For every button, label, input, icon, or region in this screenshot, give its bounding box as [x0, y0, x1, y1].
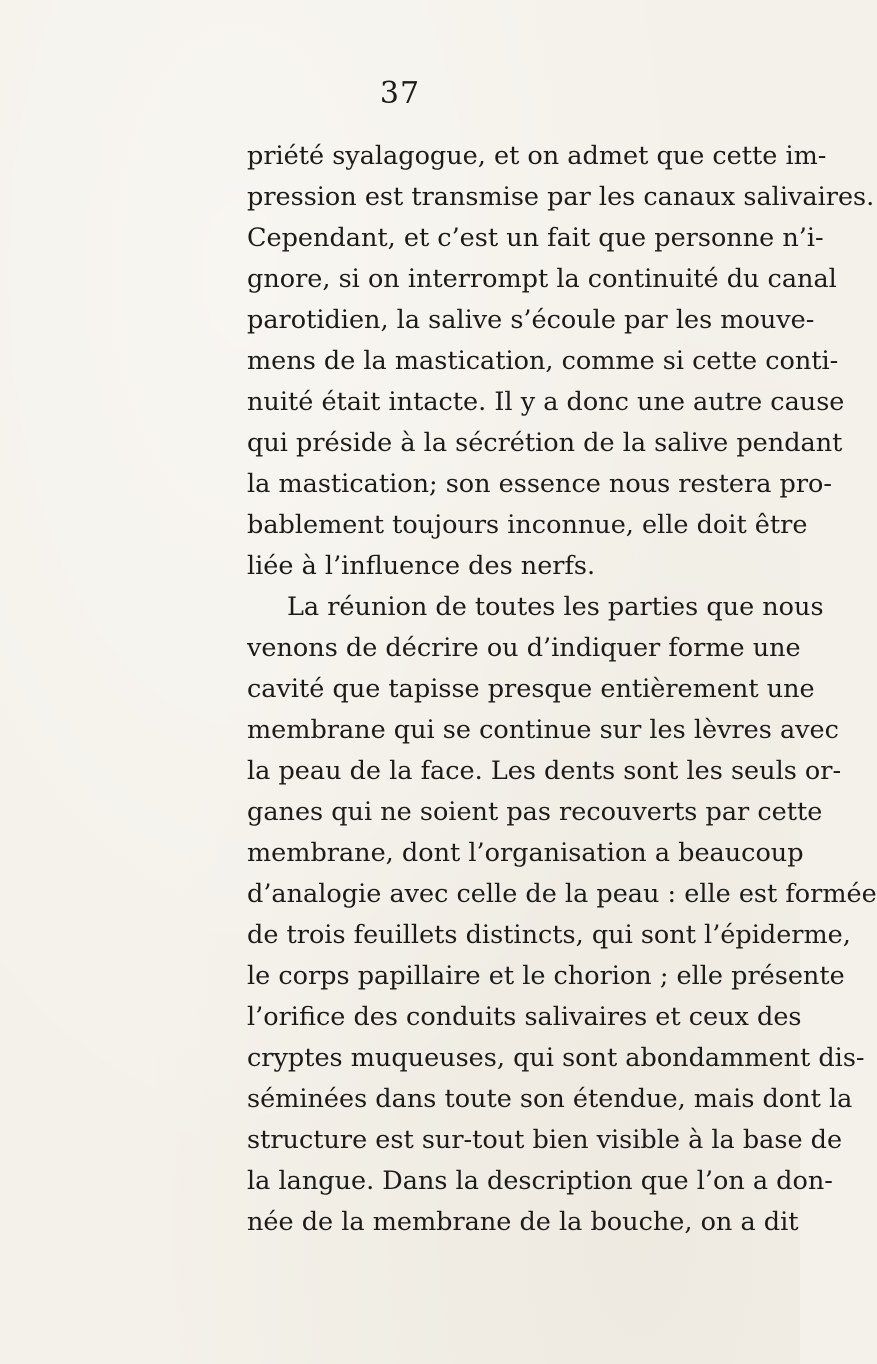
text-line: parotidien, la salive s’écoule par les mouve- — [247, 305, 815, 335]
page-number: 37 — [379, 76, 421, 111]
text-line: ganes qui ne soient pas recouverts par cette — [247, 797, 823, 827]
text-line: la peau de la face. Les dents sont les seuls or- — [247, 756, 842, 786]
text-line: bablement toujours inconnue, elle doit être — [247, 510, 808, 540]
text-line: cryptes muqueuses, qui sont abondamment dis- — [247, 1043, 865, 1073]
text-line: structure est sur-tout bien visible à la base de — [247, 1125, 843, 1155]
text-line: née de la membrane de la bouche, on a dit — [247, 1207, 799, 1237]
text-line: la mastication; son essence nous restera pro- — [247, 469, 832, 499]
text-line: La réunion de toutes les parties que nous — [287, 592, 824, 622]
text-line: membrane, dont l’organisation a beaucoup — [247, 838, 804, 868]
text-line: la langue. Dans la description que l’on a don- — [247, 1166, 833, 1196]
text-line: nuité était intacte. Il y a donc une autre cause — [247, 387, 845, 417]
text-line: venons de décrire ou d’indiquer forme une — [247, 633, 801, 663]
text-line: séminées dans toute son étendue, mais dont la — [247, 1084, 853, 1114]
text-line: qui préside à la sécrétion de la salive pendant — [247, 428, 843, 458]
text-line: de trois feuillets distincts, qui sont l’épiderme, — [247, 920, 851, 950]
text-line: l’orifice des conduits salivaires et ceux des — [247, 1002, 802, 1032]
text-line: Cependant, et c’est un fait que personne n’i- — [247, 223, 824, 253]
text-line: membrane qui se continue sur les lèvres avec — [247, 715, 839, 745]
text-line: liée à l’influence des nerfs. — [247, 551, 596, 581]
text-line: d’analogie avec celle de la peau : elle est formée — [247, 879, 877, 909]
text-line: gnore, si on interrompt la continuité du canal — [247, 264, 837, 294]
text-line: mens de la mastication, comme si cette conti- — [247, 346, 839, 376]
text-line: cavité que tapisse presque entièrement une — [247, 674, 815, 704]
text-line: pression est transmise par les canaux salivaires. — [247, 182, 875, 212]
text-line: priété syalagogue, et on admet que cette im- — [247, 141, 827, 171]
text-line: le corps papillaire et le chorion ; elle présente — [247, 961, 845, 991]
